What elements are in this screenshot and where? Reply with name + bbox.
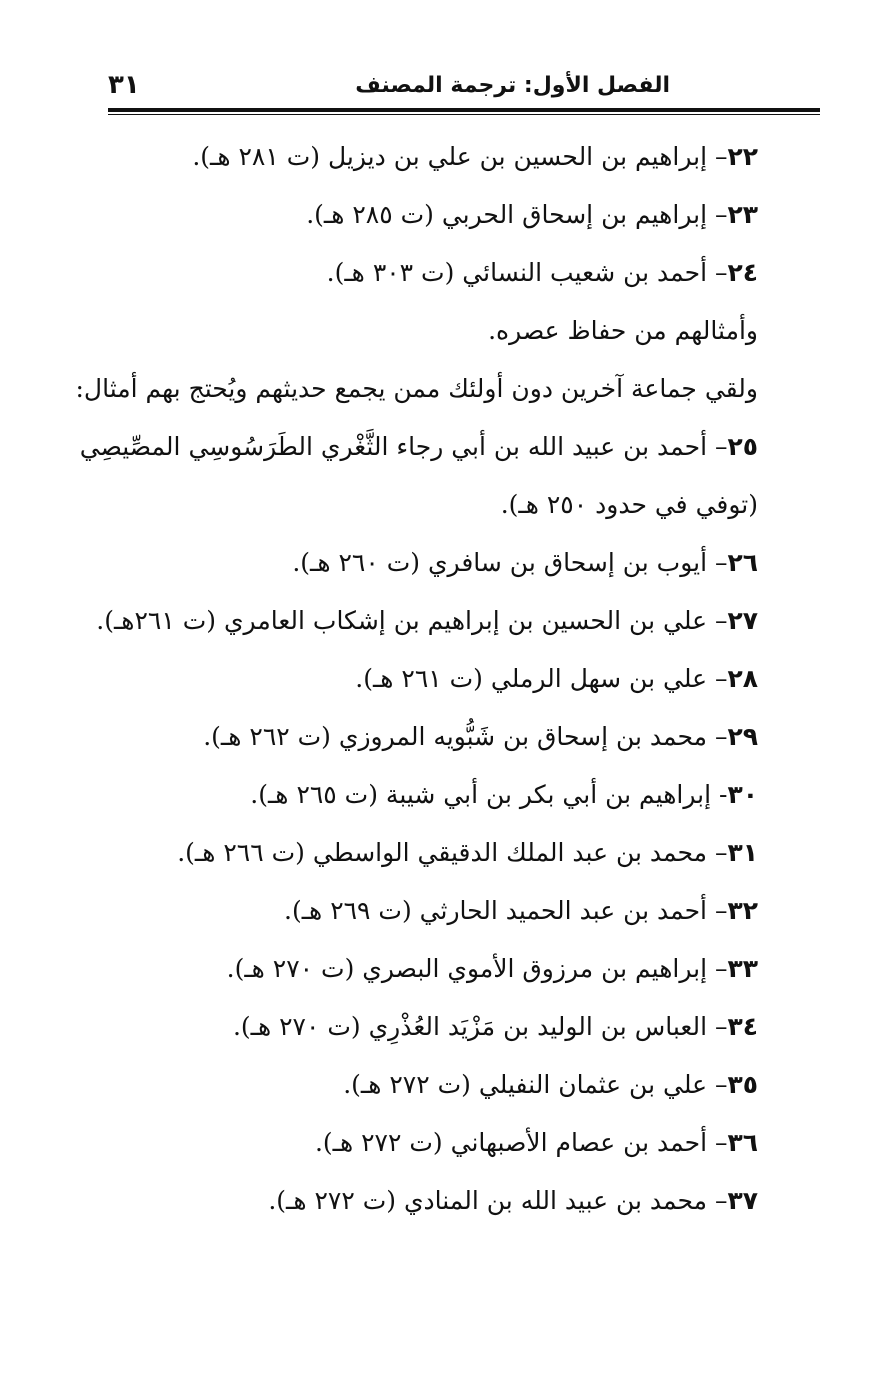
entry-text: – أحمد بن عبد الحميد الحارثي (ت ٢٦٩ هـ). [284,896,728,925]
running-header [108,66,820,106]
entry-text: – إبراهيم بن مرزوق الأموي البصري (ت ٢٧٠ هـ). [226,954,728,983]
list-item [96,592,758,650]
header-rule-thin [108,114,820,115]
list-item-continuation [48,476,758,534]
list-item [108,186,758,244]
paragraph-line [108,302,758,360]
list-item [108,882,758,940]
entry-text: – العباس بن الوليد بن مَزْيَد العُذْرِي (ت ٢٧٠ هـ). [232,1012,728,1041]
entry-number: ٢٦ [727,548,758,577]
entry-number: ٣٥ [727,1070,758,1099]
entry-number: ٢٧ [727,606,758,635]
entry-number: ٣١ [727,838,758,867]
list-item [108,1172,758,1230]
list-item [108,650,758,708]
header-rule-thick [108,108,820,112]
entry-number: ٣٢ [727,896,758,925]
entry-text: – أحمد بن شعيب النسائي (ت ٣٠٣ هـ). [326,258,728,287]
entry-text: – محمد بن عبيد الله بن المنادي (ت ٢٧٢ هـ). [268,1186,728,1215]
entry-number: ٢٤ [727,258,758,287]
page-number: ٣١ [108,70,140,100]
entry-text: – علي بن الحسين بن إبراهيم بن إشكاب العامري (ت ٢٦١هـ). [96,606,728,635]
entry-number: ٢٨ [727,664,758,693]
entry-number: ٣٤ [727,1012,758,1041]
entry-text: – إبراهيم بن الحسين بن علي بن ديزيل (ت ٢٨١ هـ). [192,142,728,171]
list-item [108,708,758,766]
paragraph-text: وأمثالهم من حفاظ عصره. [488,316,758,345]
entry-number: ٣٧ [727,1186,758,1215]
list-item [108,940,758,998]
entry-text: – محمد بن عبد الملك الدقيقي الواسطي (ت ٢٦٦ هـ). [177,838,728,867]
entry-text: – إبراهيم بن إسحاق الحربي (ت ٢٨٥ هـ). [306,200,728,229]
list-item [108,1056,758,1114]
list-item [108,244,758,302]
list-item [108,766,758,824]
entry-text: (توفي في حدود ٢٥٠ هـ). [500,490,758,519]
list-item [108,998,758,1056]
entry-text: – أحمد بن عبيد الله بن أبي رجاء الثَّغْري الطَرَسُوسِي المصِّيصِي [79,432,728,461]
list-item [79,418,758,476]
entry-text: - إبراهيم بن أبي بكر بن أبي شيبة (ت ٢٦٥ هـ). [250,780,728,809]
list-item [108,128,758,186]
chapter-title: الفصل الأول: ترجمة المصنف [355,73,670,98]
list-item [108,824,758,882]
entry-number: ٢٣ [727,200,758,229]
entry-text: – محمد بن إسحاق بن شَبُّويه المروزي (ت ٢٦٢ هـ). [203,722,728,751]
paragraph-text: ولقي جماعة آخرين دون أولئك ممن يجمع حديثهم ويُحتج بهم أمثال: [75,374,758,403]
entry-text: – علي بن سهل الرملي (ت ٢٦١ هـ). [355,664,728,693]
entry-number: ٣٣ [727,954,758,983]
list-item [108,534,758,592]
entry-number: ٢٥ [727,432,758,461]
list-item [108,1114,758,1172]
entry-number: ٢٢ [727,142,758,171]
entry-text: – أحمد بن عصام الأصبهاني (ت ٢٧٢ هـ). [314,1128,728,1157]
entry-text: – علي بن عثمان النفيلي (ت ٢٧٢ هـ). [343,1070,728,1099]
body-text [75,128,758,1230]
paragraph-line [75,360,758,418]
entry-number: ٣٦ [727,1128,758,1157]
entry-number: ٣٠ [727,780,758,809]
entry-number: ٢٩ [727,722,758,751]
entry-text: – أيوب بن إسحاق بن سافري (ت ٢٦٠ هـ). [292,548,728,577]
